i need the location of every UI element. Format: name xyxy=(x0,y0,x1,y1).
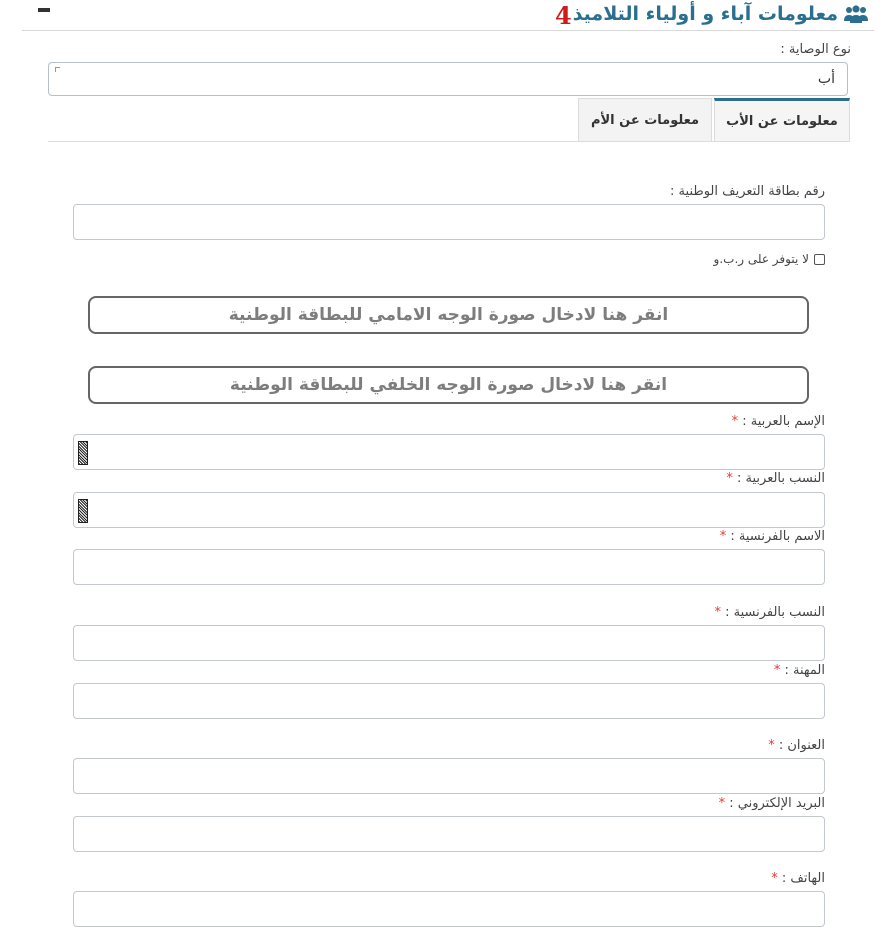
email-label-text: البريد الإلكتروني : xyxy=(729,796,825,811)
required-mark: * xyxy=(719,529,727,544)
profession-label-text: المهنة : xyxy=(784,663,825,678)
guardian-type-value: أب xyxy=(817,71,835,87)
input-placeholder-glyph xyxy=(78,499,88,523)
required-mark: * xyxy=(773,663,781,678)
tab-father-label: معلومات عن الأب xyxy=(726,114,838,129)
panel-header xyxy=(22,0,874,31)
page-title: معلومات آباء و أولياء التلاميذ xyxy=(572,3,838,25)
address-label xyxy=(768,738,825,753)
first-name-fr-label xyxy=(720,529,825,544)
phone-input[interactable] xyxy=(73,891,825,927)
first-name-ar-input[interactable] xyxy=(73,434,825,470)
required-mark: * xyxy=(731,414,739,429)
address-label-text: العنوان : xyxy=(778,738,825,753)
required-mark: * xyxy=(718,796,726,811)
required-mark: * xyxy=(768,738,775,753)
no-id-checkbox-row xyxy=(714,252,825,266)
last-name-fr-input[interactable] xyxy=(73,625,825,661)
users-icon xyxy=(844,4,868,24)
last-name-ar-input[interactable] xyxy=(73,492,825,528)
address-input[interactable] xyxy=(73,758,825,794)
phone-label-text: الهاتف : xyxy=(781,871,825,886)
email-input[interactable] xyxy=(73,816,825,852)
no-id-checkbox[interactable] xyxy=(814,254,825,265)
national-id-label: رقم بطاقة التعريف الوطنية : xyxy=(670,184,825,199)
last-name-fr-label-text: النسب بالفرنسية : xyxy=(725,605,825,620)
required-mark: * xyxy=(726,471,733,486)
no-id-checkbox-label: لا يتوفر على ر.ب.و xyxy=(713,252,809,266)
select-corner-icon xyxy=(55,67,60,72)
panel-title xyxy=(573,3,868,25)
last-name-ar-label xyxy=(726,471,825,486)
first-name-ar-label-text: الإسم بالعربية : xyxy=(742,414,825,429)
tab-mother-label: معلومات عن الأم xyxy=(590,112,700,128)
back-id-image-button[interactable] xyxy=(88,366,809,404)
front-id-image-button[interactable] xyxy=(88,296,809,334)
tab-father-info[interactable] xyxy=(714,98,850,142)
tabs-divider xyxy=(48,141,850,142)
back-id-image-button-label: انقر هنا لادخال صورة الوجه الخلفي للبطاقة الوطنية xyxy=(229,375,668,395)
front-id-image-button-label: انقر هنا لادخال صورة الوجه الامامي للبطاقة الوطنية xyxy=(228,305,669,325)
required-mark: * xyxy=(771,871,778,886)
step-number: 4 xyxy=(555,1,572,30)
first-name-ar-label xyxy=(732,414,825,429)
required-mark: * xyxy=(714,605,721,620)
input-placeholder-glyph xyxy=(78,441,88,465)
first-name-fr-input[interactable] xyxy=(73,549,825,585)
first-name-fr-label-text: الاسم بالفرنسية : xyxy=(730,529,825,544)
collapse-button[interactable] xyxy=(38,8,50,12)
guardian-type-select[interactable] xyxy=(48,62,848,96)
phone-label xyxy=(771,871,825,886)
email-label xyxy=(719,796,825,811)
profession-input[interactable] xyxy=(73,683,825,719)
national-id-input[interactable] xyxy=(73,204,825,240)
last-name-fr-label xyxy=(714,605,825,620)
profession-label xyxy=(774,663,825,678)
tab-mother-info[interactable] xyxy=(578,98,712,141)
last-name-ar-label-text: النسب بالعربية : xyxy=(737,471,825,486)
guardian-type-label: نوع الوصاية : xyxy=(780,42,851,57)
